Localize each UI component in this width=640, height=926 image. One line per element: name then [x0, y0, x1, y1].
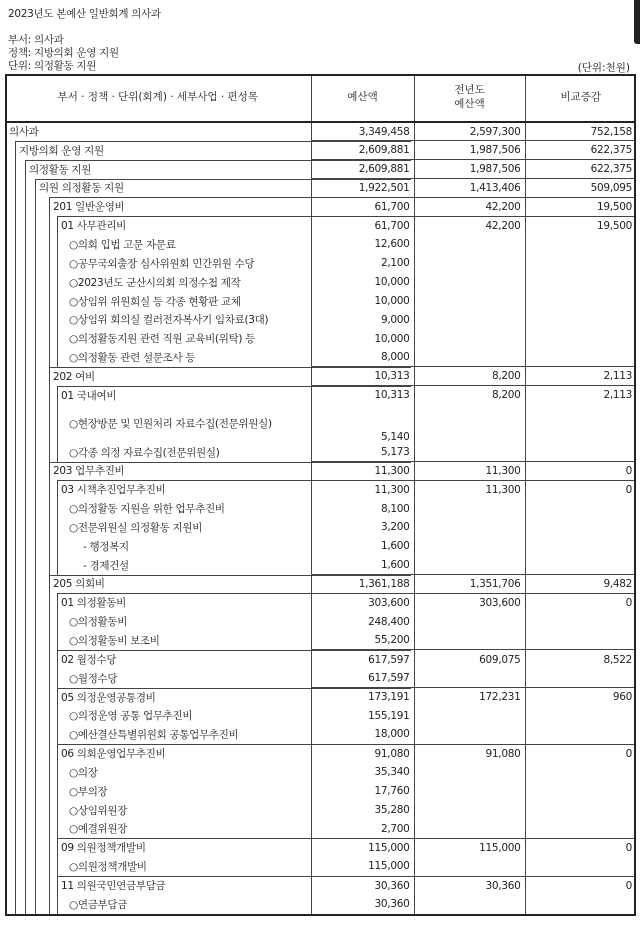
table-row — [5, 273, 636, 292]
table-row — [5, 537, 636, 556]
row-diff — [525, 556, 636, 575]
table-row — [5, 216, 636, 235]
table-row — [5, 612, 636, 631]
row-budget: 5,173 — [311, 443, 414, 462]
row-diff: 752,158 — [590, 125, 632, 138]
row-prev-budget: 1,351,706 — [414, 575, 525, 594]
row-diff: 0 — [525, 838, 636, 857]
table-row — [5, 499, 636, 518]
table-row — [5, 480, 636, 499]
row-name-cell — [5, 480, 311, 499]
unit-line — [8, 58, 96, 73]
page-title: 2023년도 본예산 일반회계 의사과 — [8, 8, 161, 20]
row-separator — [57, 744, 411, 745]
table-row — [5, 575, 636, 594]
row-name-cell — [5, 179, 311, 198]
row-name: 201 일반운영비 — [53, 201, 125, 214]
row-name-cell — [5, 216, 311, 235]
row-diff: 19,500 — [525, 197, 636, 216]
row-budget: 173,191 — [311, 688, 414, 707]
row-name-cell — [5, 782, 311, 801]
row-budget: 35,280 — [311, 801, 414, 820]
row-prev-budget: 8,200 — [414, 386, 525, 405]
policy-label: 정책: — [8, 47, 31, 59]
row-prev-budget: 91,080 — [414, 744, 525, 763]
row-diff: 622,375 — [525, 160, 636, 179]
row-name-cell — [5, 820, 311, 839]
table-row — [5, 518, 636, 537]
table-row — [5, 782, 636, 801]
row-diff — [525, 443, 636, 462]
row-name-cell — [5, 292, 311, 311]
row-separator — [49, 462, 411, 463]
row-budget: 10,313 — [311, 367, 414, 386]
row-name-cell — [5, 612, 311, 631]
row-name: ○현장방문 및 민원처리 자료수집(전문위원실) — [69, 417, 272, 430]
row-budget: 10,313 — [311, 386, 414, 405]
dept-value: 의사과 — [33, 34, 64, 46]
row-name-cell — [5, 160, 311, 179]
row-prev-budget — [414, 235, 525, 254]
row-name: 11 의원국민연금부담금 — [61, 879, 166, 892]
table-row — [5, 235, 636, 254]
row-name: 의사과 — [9, 126, 39, 139]
row-prev-budget — [414, 725, 525, 744]
row-budget: 10,000 — [311, 273, 414, 292]
row-prev-budget — [414, 556, 525, 575]
header-prev-budget-label — [454, 84, 484, 109]
row-prev-budget — [414, 348, 525, 367]
row-budget: 3,200 — [311, 518, 414, 537]
budget-table — [5, 74, 636, 914]
table-row — [5, 348, 636, 367]
row-name: ○의정운영 공통 업무추진비 — [69, 710, 193, 723]
table-row — [5, 650, 636, 669]
row-budget: 1,600 — [311, 537, 414, 556]
row-budget: 1,361,188 — [311, 575, 414, 594]
row-diff — [525, 235, 636, 254]
table-row — [5, 179, 636, 198]
table-row — [5, 386, 636, 405]
row-name-cell — [5, 763, 311, 782]
row-budget: 12,600 — [311, 235, 414, 254]
row-name: ○의정활동비 — [69, 616, 128, 629]
row-diff: 509,095 — [525, 179, 636, 198]
row-name: - 경제건설 — [83, 559, 129, 572]
row-diff — [525, 499, 636, 518]
row-diff: 0 — [525, 744, 636, 763]
row-name-cell — [5, 857, 311, 876]
row-prev-budget — [414, 443, 525, 462]
row-name: 지방의회 운영 지원 — [19, 144, 104, 157]
row-name-cell — [5, 895, 311, 914]
row-prev-budget: 11,300 — [414, 480, 525, 499]
row-prev-budget — [414, 254, 525, 273]
row-name-cell — [5, 367, 311, 386]
row-name-cell — [5, 197, 311, 216]
row-diff — [525, 801, 636, 820]
row-name-cell — [5, 518, 311, 537]
row-prev-budget: 303,600 — [414, 593, 525, 612]
row-prev-budget — [414, 292, 525, 311]
row-budget: 30,360 — [311, 895, 414, 914]
row-name: 203 업무추진비 — [53, 465, 125, 478]
row-diff — [525, 537, 636, 556]
header-prev-budget-line: 예산액 — [454, 97, 485, 110]
row-prev-budget: 2,597,300 — [414, 122, 525, 141]
row-diff — [525, 895, 636, 914]
row-name-cell — [5, 462, 311, 481]
row-budget: 18,000 — [311, 725, 414, 744]
row-budget: 55,200 — [311, 631, 414, 650]
row-name: ○의원정책개발비 — [69, 861, 147, 874]
row-name: ○예산결산특별위원회 공통업무추진비 — [69, 729, 239, 742]
table-row — [5, 801, 636, 820]
row-separator — [49, 197, 411, 198]
table-row — [5, 631, 636, 650]
row-name-cell — [5, 669, 311, 688]
row-name: ○상임위 회의실 컬러전자복사기 임차료(3대) — [69, 314, 269, 327]
header-prev-budget-line: 전년도 — [454, 84, 485, 97]
table-row — [5, 763, 636, 782]
row-diff — [525, 669, 636, 688]
table-row — [5, 669, 636, 688]
row-budget: 61,700 — [311, 197, 414, 216]
policy-value: 지방의회 운영 지원 — [33, 47, 119, 59]
row-budget: 11,300 — [311, 462, 414, 481]
row-name-cell — [5, 329, 311, 348]
table-row — [5, 122, 636, 141]
row-prev-budget — [414, 857, 525, 876]
row-name: ○의회 입법 고문 자문료 — [69, 238, 176, 251]
row-budget: 115,000 — [311, 857, 414, 876]
table-row — [5, 462, 636, 481]
row-budget: 30,360 — [311, 876, 414, 895]
row-name: ○전문위원실 의정활동 지원비 — [69, 521, 203, 534]
row-name: 05 의정운영공통경비 — [61, 691, 156, 704]
row-budget: 8,000 — [311, 348, 414, 367]
row-prev-budget — [414, 782, 525, 801]
row-prev-budget: 1,987,506 — [414, 141, 525, 160]
table-row — [5, 857, 636, 876]
table-row — [5, 197, 636, 216]
row-name: 01 사무관리비 — [61, 220, 127, 233]
row-prev-budget — [414, 329, 525, 348]
row-diff: 19,500 — [525, 216, 636, 235]
row-name-cell — [5, 499, 311, 518]
row-prev-budget — [414, 706, 525, 725]
row-diff — [525, 631, 636, 650]
row-diff: 0 — [525, 593, 636, 612]
row-diff — [525, 725, 636, 744]
row-prev-budget — [414, 669, 525, 688]
row-budget: 11,300 — [311, 480, 414, 499]
row-prev-budget — [414, 631, 525, 650]
row-name: ○연금부담금 — [69, 898, 128, 911]
table-row — [5, 292, 636, 311]
row-budget: 2,100 — [311, 254, 414, 273]
row-name-cell — [5, 556, 311, 575]
row-diff: 0 — [525, 876, 636, 895]
row-prev-budget: 8,200 — [414, 367, 525, 386]
row-prev-budget — [414, 518, 525, 537]
row-diff — [525, 612, 636, 631]
row-diff — [525, 706, 636, 725]
table-row — [5, 820, 636, 839]
row-name-cell — [5, 254, 311, 273]
row-name: ○상임위 위원회실 등 각종 현황판 교체 — [69, 295, 241, 308]
row-prev-budget: 609,075 — [414, 650, 525, 669]
row-name: ○부의장 — [69, 785, 108, 798]
row-name: 02 월정수당 — [61, 653, 117, 666]
row-name-cell — [5, 593, 311, 612]
row-budget: 2,609,881 — [311, 160, 414, 179]
dept-label: 부서: — [8, 34, 31, 46]
row-prev-budget — [414, 895, 525, 914]
table-row — [5, 367, 636, 386]
row-name-cell — [5, 688, 311, 707]
table-row — [5, 876, 636, 895]
row-name-cell — [5, 631, 311, 650]
row-prev-budget: 11,300 — [414, 462, 525, 481]
row-separator — [57, 650, 411, 651]
row-prev-budget — [414, 273, 525, 292]
row-name-cell — [5, 235, 311, 254]
table-row — [5, 725, 636, 744]
row-budget: 17,760 — [311, 782, 414, 801]
row-name: 의원 의정활동 지원 — [39, 182, 124, 195]
table-row — [5, 141, 636, 160]
row-diff: 960 — [525, 688, 636, 707]
row-separator — [57, 688, 411, 689]
row-diff: 0 — [525, 480, 636, 499]
row-name: ○의정활동 지원을 위한 업무추진비 — [69, 503, 225, 516]
row-prev-budget: 30,360 — [414, 876, 525, 895]
row-diff — [525, 405, 636, 443]
row-prev-budget: 1,413,406 — [414, 179, 525, 198]
row-name-cell — [5, 405, 311, 443]
row-name: ○예결위원장 — [69, 823, 128, 836]
table-row — [5, 310, 636, 329]
row-budget: 8,100 — [311, 499, 414, 518]
row-diff — [525, 329, 636, 348]
row-budget: 1,600 — [311, 556, 414, 575]
row-prev-budget: 115,000 — [414, 838, 525, 857]
table-row — [5, 443, 636, 462]
row-name: ○월정수당 — [69, 672, 118, 685]
row-separator — [57, 386, 411, 387]
table-row — [5, 329, 636, 348]
row-prev-budget — [414, 612, 525, 631]
row-name: ○상임위원장 — [69, 804, 128, 817]
row-prev-budget: 42,200 — [414, 216, 525, 235]
row-name-cell — [5, 273, 311, 292]
row-diff — [525, 348, 636, 367]
scrollbar-thumb[interactable] — [634, 0, 640, 44]
row-name-cell — [5, 537, 311, 556]
table-row — [5, 744, 636, 763]
row-name-cell — [5, 443, 311, 462]
row-budget: 115,000 — [311, 838, 414, 857]
row-diff — [525, 310, 636, 329]
row-name-cell — [5, 348, 311, 367]
row-name-cell — [5, 141, 311, 160]
header-name: 부서 · 정책 · 단위(회계) · 세부사업 · 편성목 — [5, 74, 311, 122]
row-diff: 0 — [525, 462, 636, 481]
row-diff — [525, 273, 636, 292]
row-name-cell — [5, 725, 311, 744]
row-separator — [15, 141, 411, 142]
row-separator — [57, 593, 411, 594]
row-name-cell — [5, 386, 311, 405]
header-prev-budget — [414, 74, 525, 122]
row-budget: 10,000 — [311, 292, 414, 311]
row-name: ○공무국외출장 심사위원회 민간위원 수당 — [69, 257, 255, 270]
row-budget: 9,000 — [311, 310, 414, 329]
header-diff: 비교증감 — [525, 74, 636, 122]
row-name-cell — [5, 801, 311, 820]
row-budget: 91,080 — [311, 744, 414, 763]
row-name-cell — [5, 744, 311, 763]
row-diff — [525, 857, 636, 876]
row-name: 01 국내여비 — [61, 389, 117, 402]
row-separator — [49, 575, 411, 576]
row-diff: 2,113 — [525, 386, 636, 405]
row-diff — [525, 763, 636, 782]
row-budget: 3,349,458 — [311, 122, 414, 141]
row-name: ○의정활동 관련 설문조사 등 — [69, 352, 196, 365]
row-budget: 155,191 — [311, 706, 414, 725]
row-name-cell — [5, 876, 311, 895]
row-budget: 617,597 — [311, 650, 414, 669]
row-name-cell — [5, 838, 311, 857]
row-separator — [57, 876, 411, 877]
row-separator — [57, 480, 411, 481]
table-row — [5, 160, 636, 179]
table-row — [5, 593, 636, 612]
row-name: ○의장 — [69, 766, 98, 779]
row-budget: 2,609,881 — [311, 141, 414, 160]
row-separator — [57, 838, 411, 839]
row-diff — [525, 782, 636, 801]
row-prev-budget — [414, 801, 525, 820]
row-name-cell — [5, 575, 311, 594]
row-prev-budget — [414, 310, 525, 329]
row-name-cell — [5, 310, 311, 329]
row-name: ○2023년도 군산시의회 의정수첩 제작 — [69, 276, 241, 289]
row-diff — [525, 820, 636, 839]
row-budget: 5,140 — [311, 405, 414, 443]
table-row — [5, 405, 636, 443]
row-diff — [525, 518, 636, 537]
row-name-cell — [5, 650, 311, 669]
row-diff — [525, 254, 636, 273]
row-name: - 행정복지 — [83, 540, 129, 553]
table-row — [5, 838, 636, 857]
row-diff — [525, 292, 636, 311]
row-budget: 2,700 — [311, 820, 414, 839]
row-separator — [25, 160, 411, 161]
row-name: ○의정활동지원 관련 직원 교육비(위탁) 등 — [69, 333, 256, 346]
row-budget: 61,700 — [311, 216, 414, 235]
row-separator — [35, 179, 411, 180]
row-prev-budget — [414, 405, 525, 443]
row-name: 06 의회운영업무추진비 — [61, 748, 166, 761]
row-budget: 303,600 — [311, 593, 414, 612]
row-budget: 10,000 — [311, 329, 414, 348]
row-prev-budget: 42,200 — [414, 197, 525, 216]
table-row — [5, 688, 636, 707]
row-name: ○의정활동비 보조비 — [69, 635, 160, 648]
table-row — [5, 556, 636, 575]
row-name: ○각종 의정 자료수집(전문위원실) — [69, 446, 220, 459]
row-prev-budget — [414, 820, 525, 839]
row-name: 의정활동 지원 — [29, 163, 92, 176]
table-row — [5, 254, 636, 273]
row-prev-budget: 1,987,506 — [414, 160, 525, 179]
table-row — [5, 895, 636, 914]
row-name-cell — [5, 706, 311, 725]
row-diff: 8,522 — [525, 650, 636, 669]
row-diff: 9,482 — [525, 575, 636, 594]
row-budget: 1,922,501 — [311, 179, 414, 198]
row-name-cell — [5, 122, 311, 141]
row-budget: 617,597 — [311, 669, 414, 688]
table-header-row — [5, 74, 636, 122]
row-separator — [49, 367, 411, 368]
row-budget: 35,340 — [311, 763, 414, 782]
row-prev-budget — [414, 763, 525, 782]
unit-value: 의정활동 지원 — [33, 60, 97, 72]
table-row — [5, 706, 636, 725]
row-prev-budget — [414, 537, 525, 556]
row-diff: 622,375 — [525, 141, 636, 160]
row-diff: 2,113 — [525, 367, 636, 386]
row-name: 202 여비 — [53, 370, 95, 383]
row-name: 01 의정활동비 — [61, 597, 127, 610]
unit-label: 단위: — [8, 60, 31, 72]
row-prev-budget — [414, 499, 525, 518]
row-budget: 248,400 — [311, 612, 414, 631]
currency-note: (단위:천원) — [577, 62, 630, 74]
header-budget: 예산액 — [311, 74, 414, 122]
row-prev-budget: 172,231 — [414, 688, 525, 707]
row-separator — [57, 216, 411, 217]
row-name: 03 시책추진업무추진비 — [61, 484, 166, 497]
row-name: 205 의회비 — [53, 578, 105, 591]
row-name: 09 의원정책개발비 — [61, 842, 146, 855]
